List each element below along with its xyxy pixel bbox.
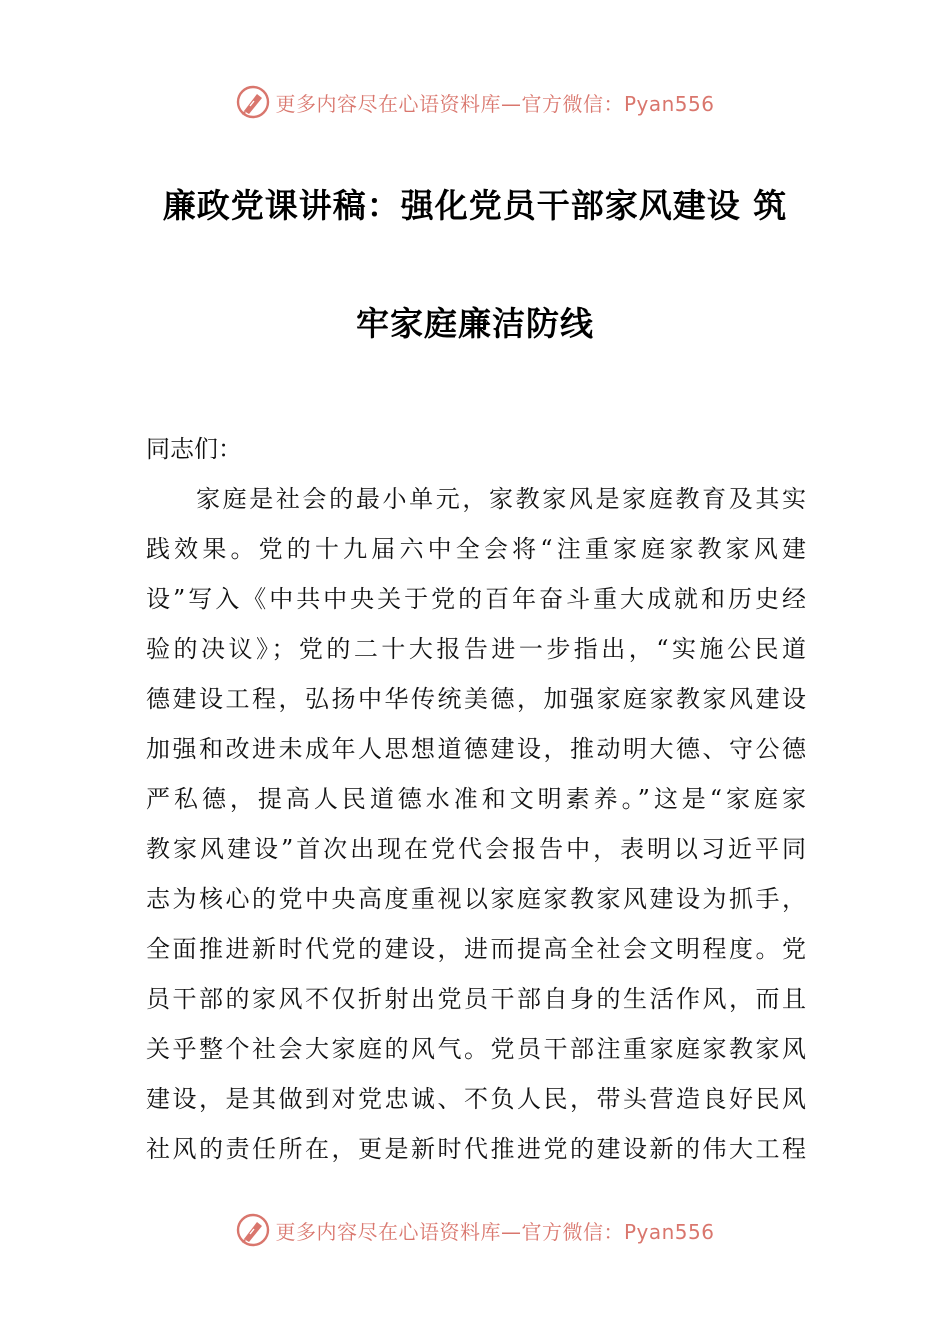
paragraph-line: 教家风建设”首次出现在党代会报告中，表明以习近平同 — [146, 835, 806, 863]
document-title-line-1: 廉政党课讲稿：强化党员干部家风建设 筑 — [162, 186, 788, 225]
salutation: 同志们： — [146, 435, 242, 463]
watermark-header — [0, 82, 950, 122]
watermark-footer — [0, 1210, 950, 1250]
paragraph-line: 员干部的家风不仅折射出党员干部自身的生活作风，而且 — [146, 985, 806, 1013]
pen-nib-logo-icon — [235, 84, 271, 120]
paragraph-line: 志为核心的党中央高度重视以家庭家教家风建设为抓手， — [146, 885, 806, 913]
paragraph-line: 全面推进新时代党的建设，进而提高全社会文明程度。党 — [146, 935, 806, 963]
paragraph-line: 德建设工程，弘扬中华传统美德，加强家庭家教家风建设 — [146, 685, 806, 713]
paragraph-line: 设”写入《中共中央关于党的百年奋斗重大成就和历史经 — [146, 585, 806, 613]
paragraph-line: 验的决议》；党的二十大报告进一步指出，“实施公民道 — [146, 635, 806, 663]
paragraph-line: 践效果。党的十九届六中全会将“注重家庭家教家风建 — [146, 535, 806, 563]
watermark-text: 更多内容尽在心语资料库—官方微信：Pyan556 — [275, 1219, 715, 1244]
paragraph-line: 加强和改进未成年人思想道德建设，推动明大德、守公德 — [146, 735, 806, 763]
pen-nib-logo-icon — [235, 1212, 271, 1248]
paragraph-line: 社风的责任所在，更是新时代推进党的建设新的伟大工程 — [146, 1135, 806, 1163]
watermark-text: 更多内容尽在心语资料库—官方微信：Pyan556 — [275, 91, 715, 116]
paragraph-line: 建设，是其做到对党忠诚、不负人民，带头营造良好民风 — [146, 1085, 806, 1113]
paragraph-line: 严私德，提高人民道德水准和文明素养。”这是“家庭家 — [146, 785, 806, 813]
document-title-line-2: 牢家庭廉洁防线 — [356, 304, 594, 343]
paragraph-line: 家庭是社会的最小单元，家教家风是家庭教育及其实 — [196, 485, 806, 513]
paragraph-line: 关乎整个社会大家庭的风气。党员干部注重家庭家教家风 — [146, 1035, 806, 1063]
